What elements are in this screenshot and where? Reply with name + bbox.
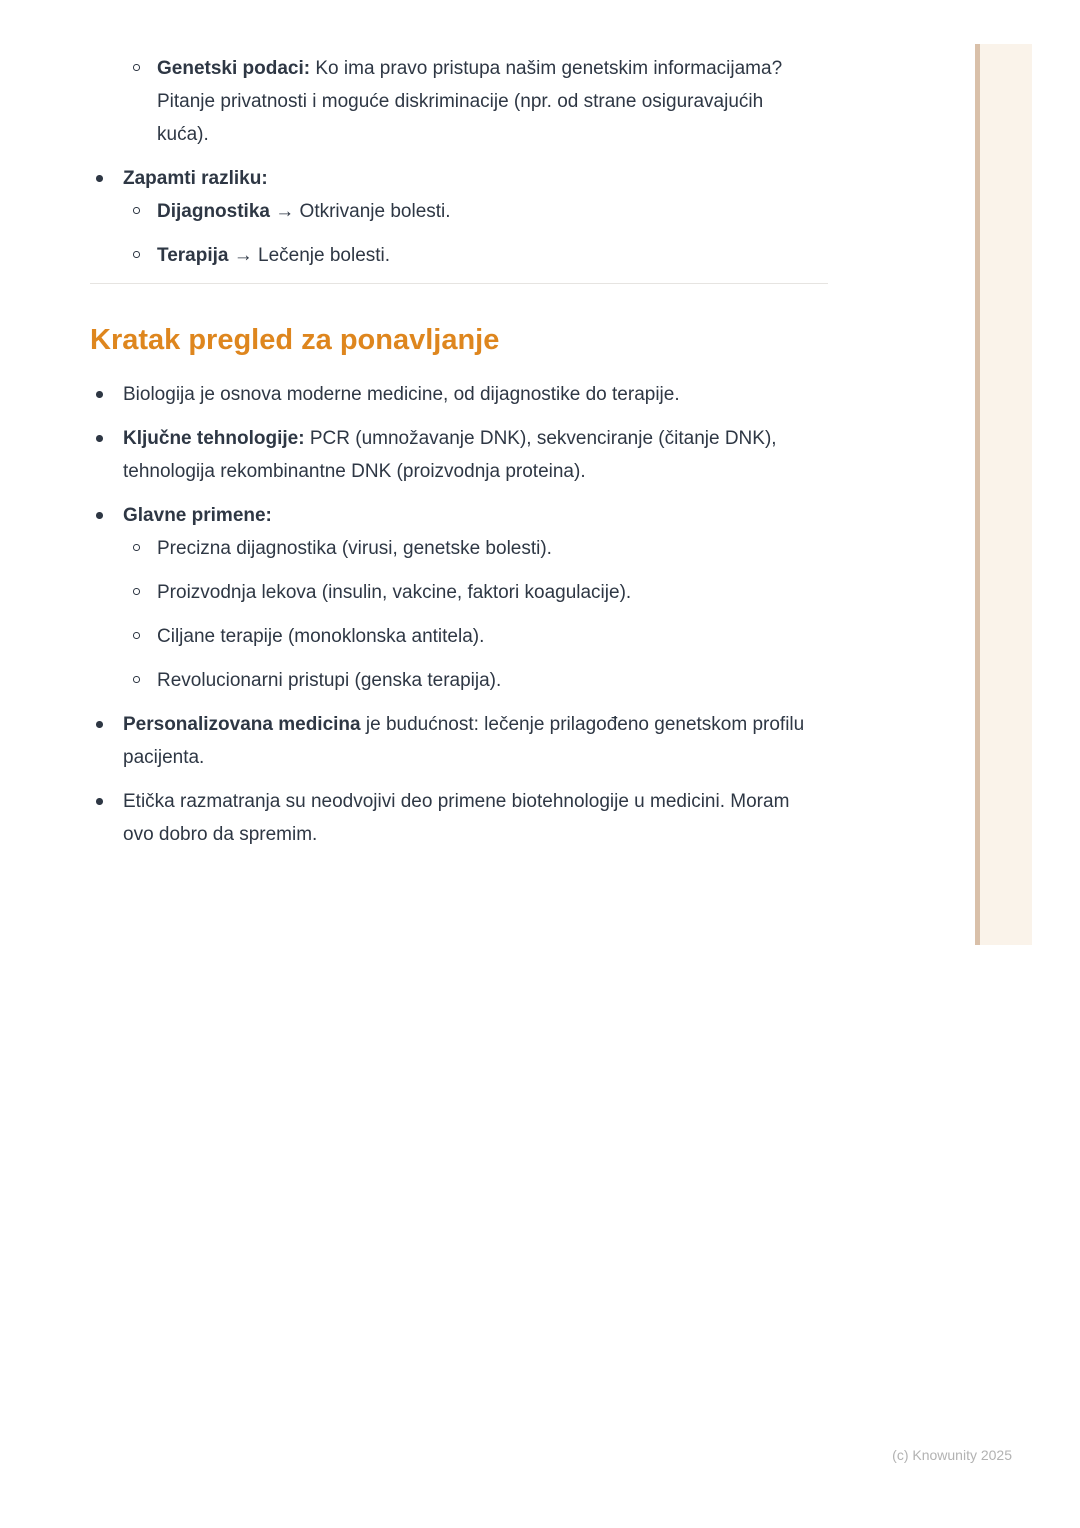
list-item-eticka-razmatranja xyxy=(90,785,813,851)
item-text-personalizovana-medicina: je budućnost: lečenje prilagođeno genetskom profilu pacijenta. xyxy=(123,714,805,768)
section-heading: Kratak pregled za ponavljanje xyxy=(90,324,500,356)
zapamti-list xyxy=(90,162,828,272)
list-item-glavne-primene xyxy=(90,499,813,697)
item-text-ciljane-terapije: Ciljane terapije (monoklonska antitela). xyxy=(157,626,485,647)
list-item-kljucne-tehnologije xyxy=(90,422,813,488)
item-text-terapija: → Lečenje bolesti. xyxy=(228,245,391,266)
item-text-genetski-podaci: Ko ima pravo pristupa našim genetskim informacijama? Pitanje privatnosti i moguće diskriminacije (npr. od strane osiguravajućih kuća). xyxy=(157,58,783,145)
item-text-biologija: Biologija je osnova moderne medicine, od dijagnostike do terapije. xyxy=(123,384,680,405)
list-item-biologija xyxy=(90,378,813,411)
section-divider xyxy=(90,283,828,284)
item-text-proizvodnja-lekova: Proizvodnja lekova (insulin, vakcine, faktori koagulacije). xyxy=(157,582,632,603)
list-item-ciljane-terapije xyxy=(123,620,813,653)
review-list xyxy=(90,378,828,851)
term-terapija: Terapija xyxy=(157,245,229,266)
footer-credit: (c) Knowunity 2025 xyxy=(892,1447,1012,1463)
list-item-revolucionarni-pristupi xyxy=(123,664,813,697)
term-kljucne-tehnologije: Ključne tehnologije: xyxy=(123,428,305,449)
list-item-terapija xyxy=(123,239,813,272)
term-genetski-podaci: Genetski podaci: xyxy=(157,58,311,79)
list-item-precizna-dijagnostika xyxy=(123,532,813,565)
item-text-precizna-dijagnostika: Precizna dijagnostika (virusi, genetske bolesti). xyxy=(157,538,552,559)
page-edge-accent-bar xyxy=(975,44,1032,945)
term-glavne-primene: Glavne primene: xyxy=(123,505,272,526)
list-item-genetski-podaci xyxy=(123,52,817,151)
term-dijagnostika: Dijagnostika xyxy=(157,201,270,222)
list-item-dijagnostika xyxy=(123,195,813,228)
item-text-kljucne-tehnologije: PCR (umnožavanje DNK), sekvenciranje (čitanje DNK), tehnologija rekombinantne DNK (proizvodnja proteina). xyxy=(123,428,777,482)
zapamti-label: Zapamti razliku: xyxy=(123,168,268,189)
term-personalizovana-medicina: Personalizovana medicina xyxy=(123,714,361,735)
item-text-dijagnostika: → Otkrivanje bolesti. xyxy=(269,201,451,222)
list-item-personalizovana-medicina xyxy=(90,708,813,774)
list-item-proizvodnja-lekova xyxy=(123,576,813,609)
item-text-revolucionarni-pristupi: Revolucionarni pristupi (genska terapija). xyxy=(157,670,502,691)
glavne-primene-sublist xyxy=(123,532,813,697)
genetic-data-sublist xyxy=(123,52,828,151)
list-item-zapamti-razliku xyxy=(90,162,813,272)
item-text-eticka-razmatranja: Etička razmatranja su neodvojivi deo primene biotehnologije u medicini. Moram ovo dobro da spremim. xyxy=(123,791,790,845)
notes-content xyxy=(90,52,828,862)
zapamti-sublist xyxy=(123,195,813,272)
